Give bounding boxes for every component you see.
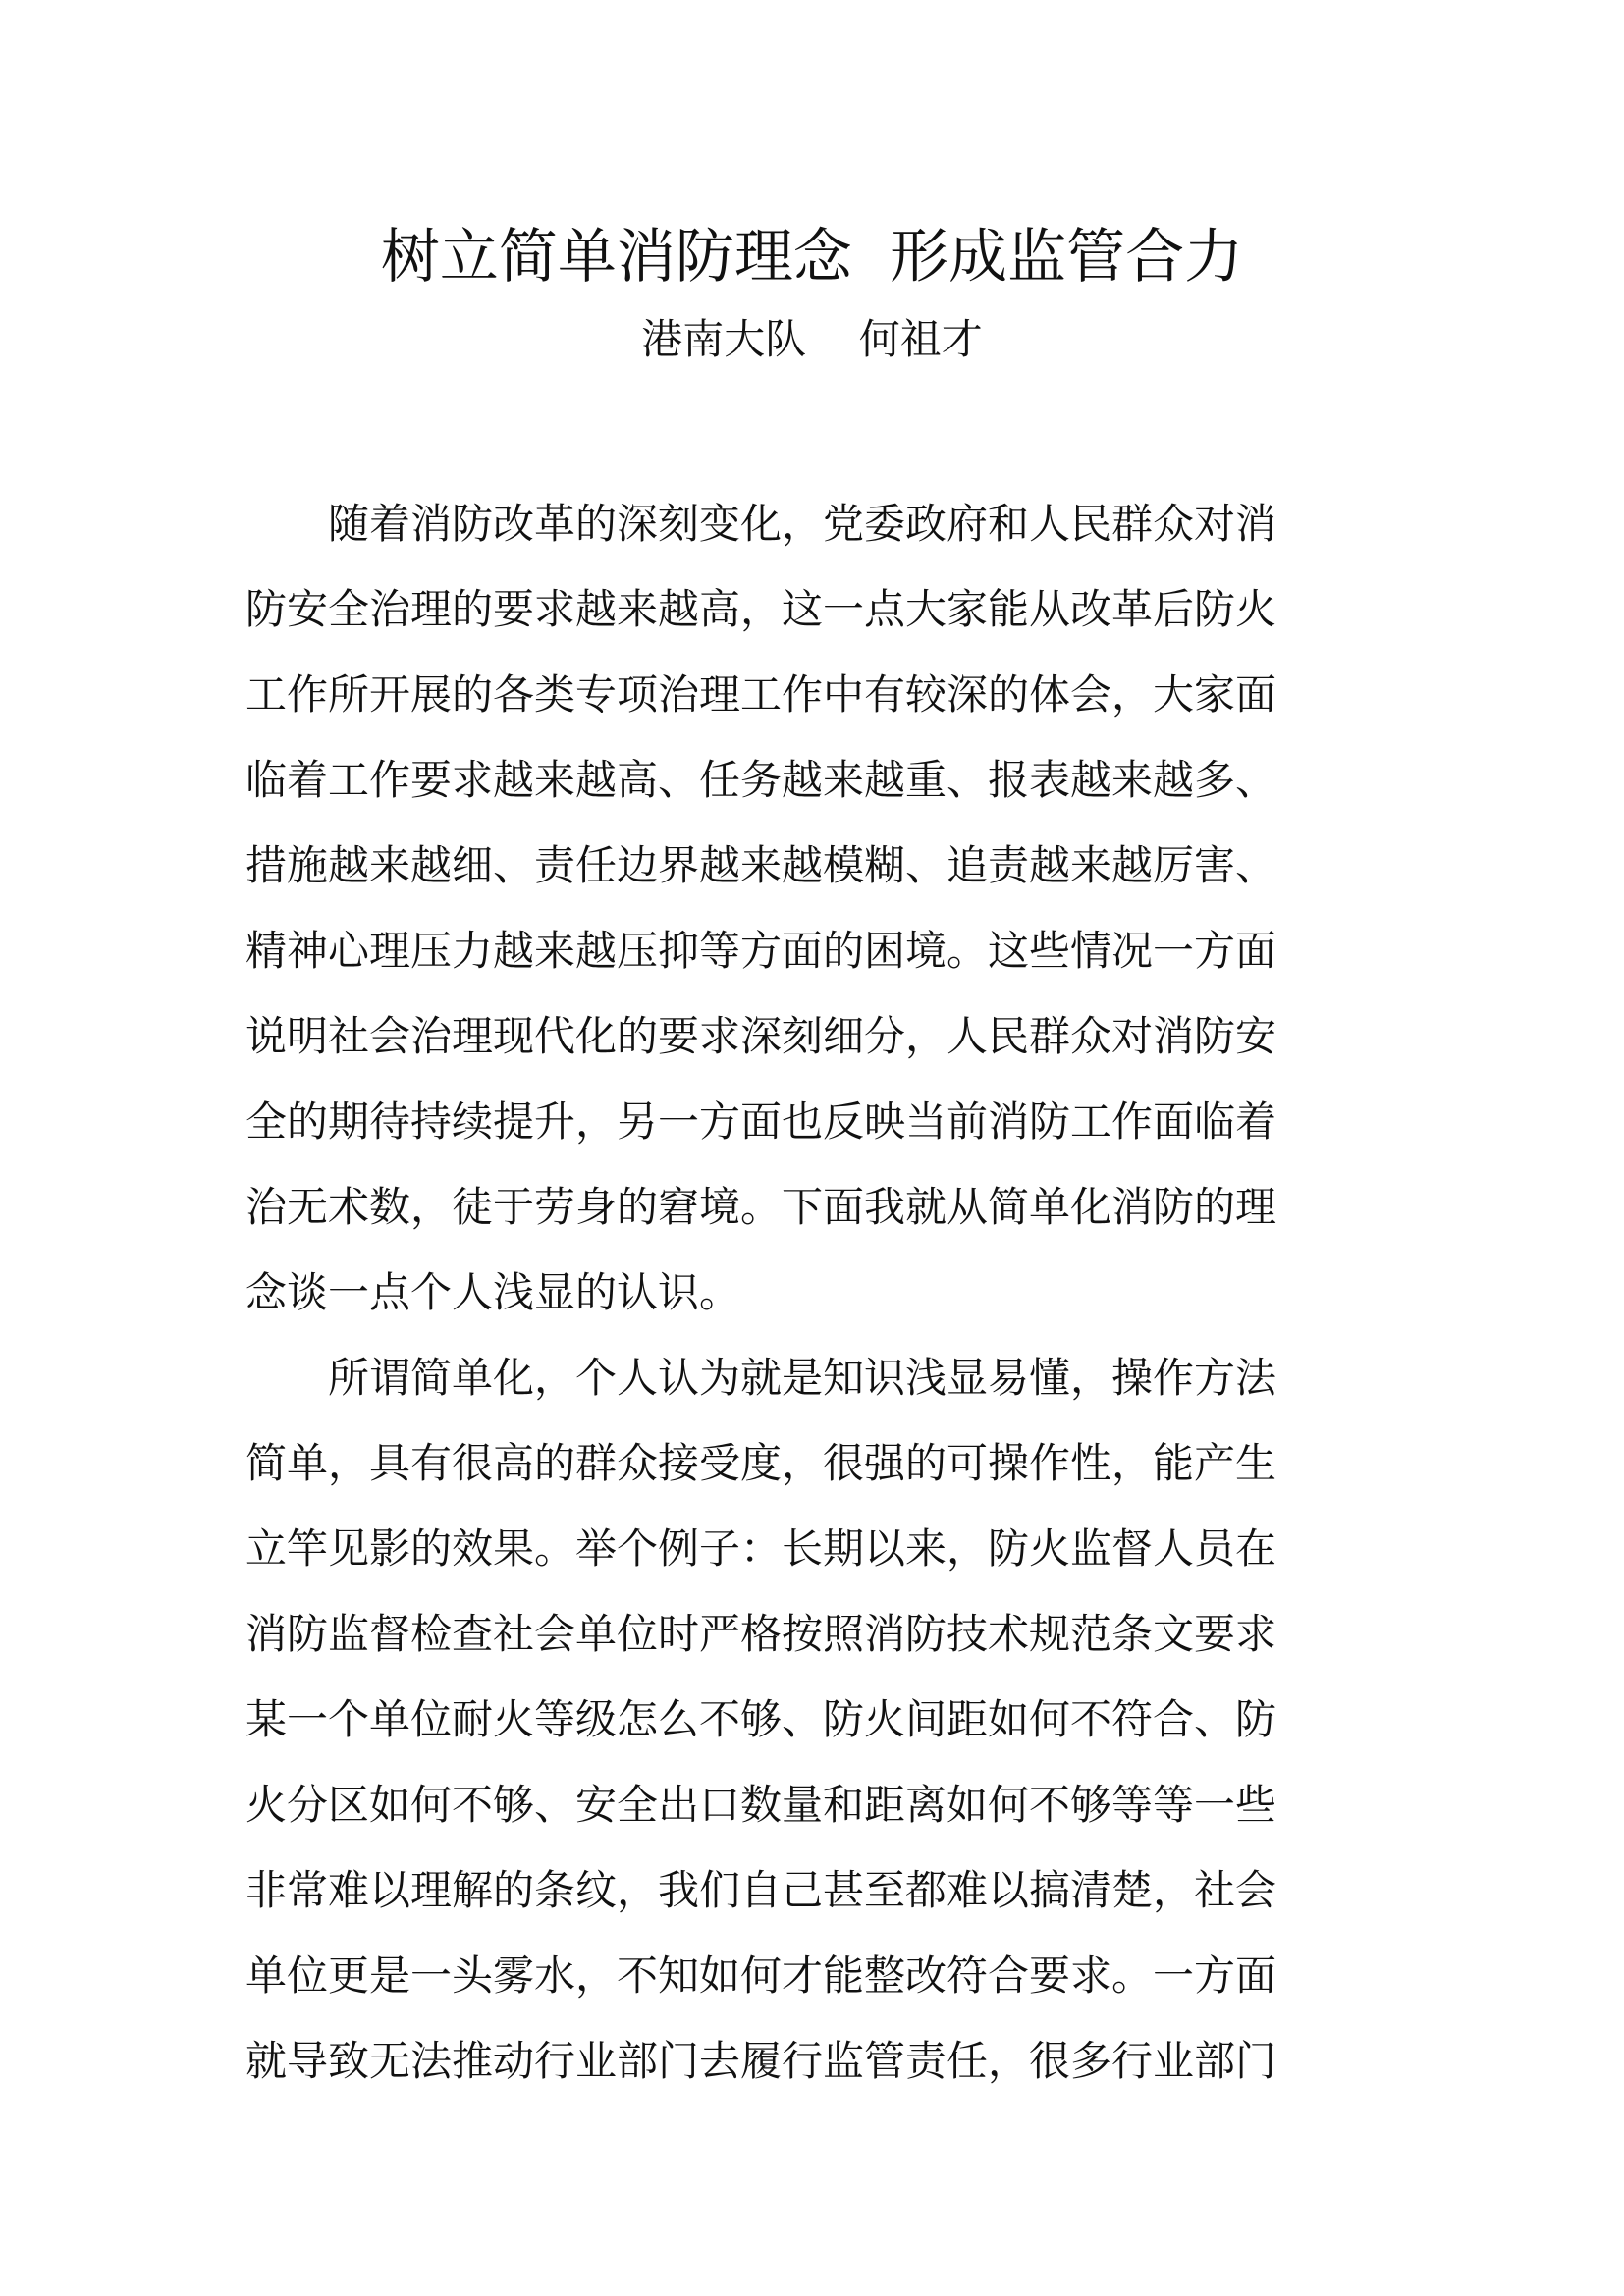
text-line: 防安全治理的要求越来越高，这一点大家能从改革后防火 bbox=[245, 585, 1277, 633]
text-line: 临着工作要求越来越高、任务越来越重、报表越来越多、 bbox=[245, 756, 1277, 804]
text-line: 念谈一点个人浅显的认识。 bbox=[245, 1268, 741, 1316]
text-line: 所谓简单化，个人认为就是知识浅显易懂，操作方法 bbox=[245, 1354, 1277, 1402]
text-line: 随着消防改革的深刻变化，党委政府和人民群众对消 bbox=[245, 500, 1277, 548]
text-line: 精神心理压力越来越压抑等方面的困境。这些情况一方面 bbox=[245, 927, 1277, 975]
text-line: 火分区如何不够、安全出口数量和距离如何不够等等一些 bbox=[245, 1781, 1277, 1829]
text-line: 治无术数，徒于劳身的窘境。下面我就从简单化消防的理 bbox=[245, 1183, 1277, 1231]
text-line: 就导致无法推动行业部门去履行监管责任，很多行业部门 bbox=[245, 2037, 1277, 2085]
text-line: 立竿见影的效果。举个例子：长期以来，防火监督人员在 bbox=[245, 1524, 1277, 1573]
body-text bbox=[245, 481, 1384, 2104]
text-line: 说明社会治理现代化的要求深刻细分，人民群众对消防安 bbox=[245, 1012, 1277, 1060]
text-line: 措施越来越细、责任边界越来越模糊、追责越来越厉害、 bbox=[245, 841, 1277, 889]
text-line: 某一个单位耐火等级怎么不够、防火间距如何不符合、防 bbox=[245, 1695, 1277, 1743]
text-line: 简单，具有很高的群众接受度，很强的可操作性，能产生 bbox=[245, 1439, 1277, 1487]
text-line: 消防监督检查社会单位时严格按照消防技术规范条文要求 bbox=[245, 1610, 1277, 1658]
page-title: 树立简单消防理念 形成监管合力 bbox=[380, 223, 1244, 292]
text-line: 单位更是一头雾水，不知如何才能整改符合要求。一方面 bbox=[245, 1951, 1277, 2000]
text-line: 全的期待持续提升，另一方面也反映当前消防工作面临着 bbox=[245, 1097, 1277, 1146]
author-line: 港南大队 何祖才 bbox=[641, 315, 983, 363]
text-line: 非常难以理解的条纹，我们自己甚至都难以搞清楚，社会 bbox=[245, 1866, 1277, 1914]
text-line: 工作所开展的各类专项治理工作中有较深的体会，大家面 bbox=[245, 670, 1277, 719]
